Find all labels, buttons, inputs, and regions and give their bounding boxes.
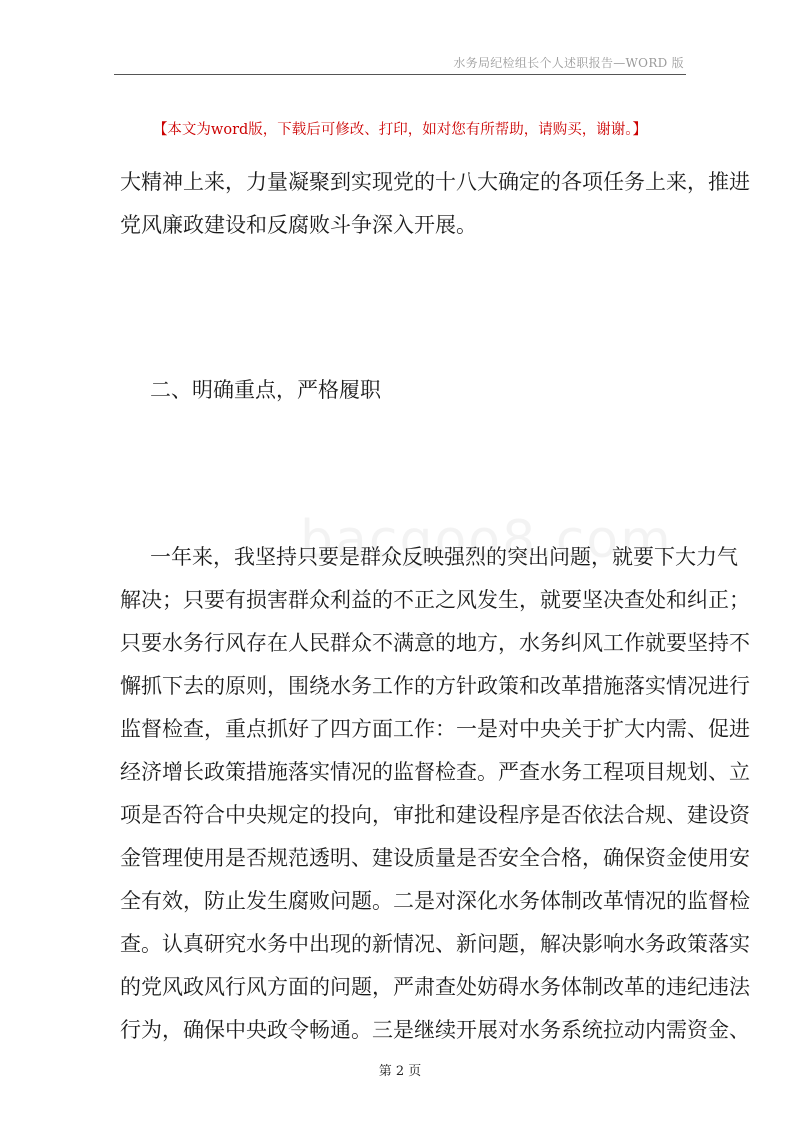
paragraph-line: 项是否符合中央规定的投向，审批和建设程序是否依法合规、建设资 [120, 803, 750, 827]
page-number: 第 2 页 [378, 1064, 422, 1079]
paragraph-line: 一年来，我坚持只要是群众反映强烈的突出问题，就要下大力气 [150, 545, 738, 569]
paragraph-line: 懈抓下去的原则，围绕水务工作的方针政策和改革措施落实情况进行 [120, 674, 750, 698]
header-divider [114, 74, 686, 75]
section-heading: 二、明确重点，严格履职 [150, 378, 381, 402]
paragraph-line: 经济增长政策措施落实情况的监督检查。严查水务工程项目规划、立 [120, 760, 750, 784]
paragraph-line: 党风廉政建设和反腐败斗争深入开展。 [120, 213, 477, 237]
paragraph-line: 金管理使用是否规范透明、建设质量是否安全合格，确保资金使用安 [120, 846, 750, 870]
running-header-title: 水务局纪检组长个人述职报告—WORD 版 [453, 56, 684, 70]
download-notice: 【本文为word版，下载后可修改、打印，如对您有所帮助，请购买，谢谢。】 [152, 122, 648, 138]
paragraph-line: 的党风政风行风方面的问题，严肃查处妨碍水务体制改革的违纪违法 [120, 975, 750, 999]
paragraph-line: 行为，确保中央政令畅通。三是继续开展对水务系统拉动内需资金、 [120, 1018, 750, 1042]
paragraph-line: 解决；只要有损害群众利益的不正之风发生，就要坚决查处和纠正； [120, 588, 750, 612]
paragraph-line: 全有效，防止发生腐败问题。二是对深化水务体制改革情况的监督检 [120, 889, 750, 913]
paragraph-line: 只要水务行风存在人民群众不满意的地方，水务纠风工作就要坚持不 [120, 631, 750, 655]
paragraph-line: 大精神上来，力量凝聚到实现党的十八大确定的各项任务上来，推进 [120, 170, 750, 194]
paragraph-line: 监督检查，重点抓好了四方面工作：一是对中央关于扩大内需、促进 [120, 717, 750, 741]
paragraph-line: 查。认真研究水务中出现的新情况、新问题，解决影响水务政策落实 [120, 932, 750, 956]
